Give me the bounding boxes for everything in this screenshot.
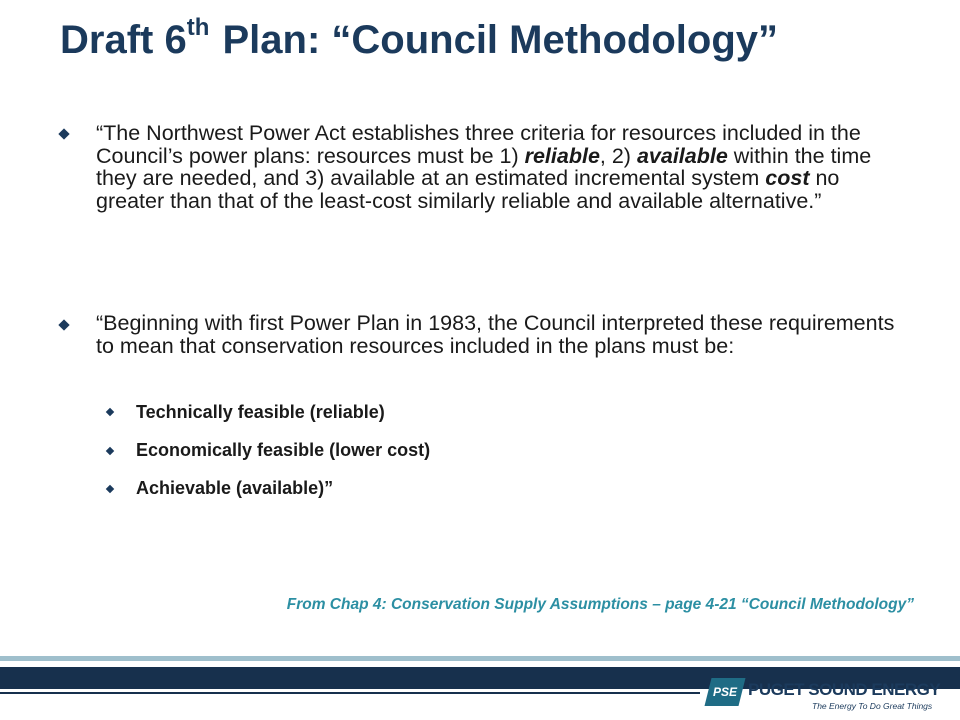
bullet-1-seg1: “The Northwest Power Act establishes three criteria for resources included in the Council’s power plans: resources must be 1)	[96, 121, 861, 168]
company-tagline: The Energy To Do Great Things	[812, 701, 933, 711]
bullet-diamond-icon	[58, 319, 69, 330]
pse-logo-icon	[705, 678, 746, 706]
title-suffix: Plan: “Council Methodology”	[211, 18, 778, 62]
logo-badge-text: PSE	[712, 685, 737, 699]
bullet-1-text	[96, 122, 896, 212]
footer-light-bar	[0, 656, 960, 661]
sub-item-technically-feasible: Technically feasible (reliable)	[136, 402, 385, 422]
title-superscript: th	[186, 14, 210, 41]
sub-item-achievable: Achievable (available)”	[136, 478, 334, 498]
bullet-1-seg3: within the time they are needed, and 3) available at an estimated incremental system	[96, 143, 872, 190]
company-name: PUGET SOUND ENERGY	[748, 680, 941, 699]
bullet-1-seg2: , 2)	[599, 143, 637, 168]
bullet-1-em-cost: cost	[765, 166, 810, 190]
sub-bullet-diamond-icon	[106, 408, 114, 416]
title-prefix: Draft 6	[60, 18, 187, 62]
slide-title	[60, 14, 778, 63]
source-citation: From Chap 4: Conservation Supply Assumptions – page 4-21 “Council Methodology”	[286, 596, 914, 613]
sub-bullet-diamond-icon	[106, 485, 114, 493]
bullet-1-em-reliable: reliable	[524, 143, 600, 168]
footer-thin-line	[0, 692, 700, 694]
bullet-1-em-available: available	[636, 143, 728, 168]
bullet-2-text: “Beginning with first Power Plan in 1983, the Council interpreted these requirements to mean that conservation resources included in the plans must be:	[96, 311, 895, 358]
bullet-1-seg4: no greater than that of the least-cost similarly reliable and available alternative.”	[96, 166, 840, 213]
sub-bullet-diamond-icon	[106, 447, 114, 455]
sub-item-economically-feasible: Economically feasible (lower cost)	[136, 440, 431, 460]
bullet-diamond-icon	[58, 128, 69, 139]
